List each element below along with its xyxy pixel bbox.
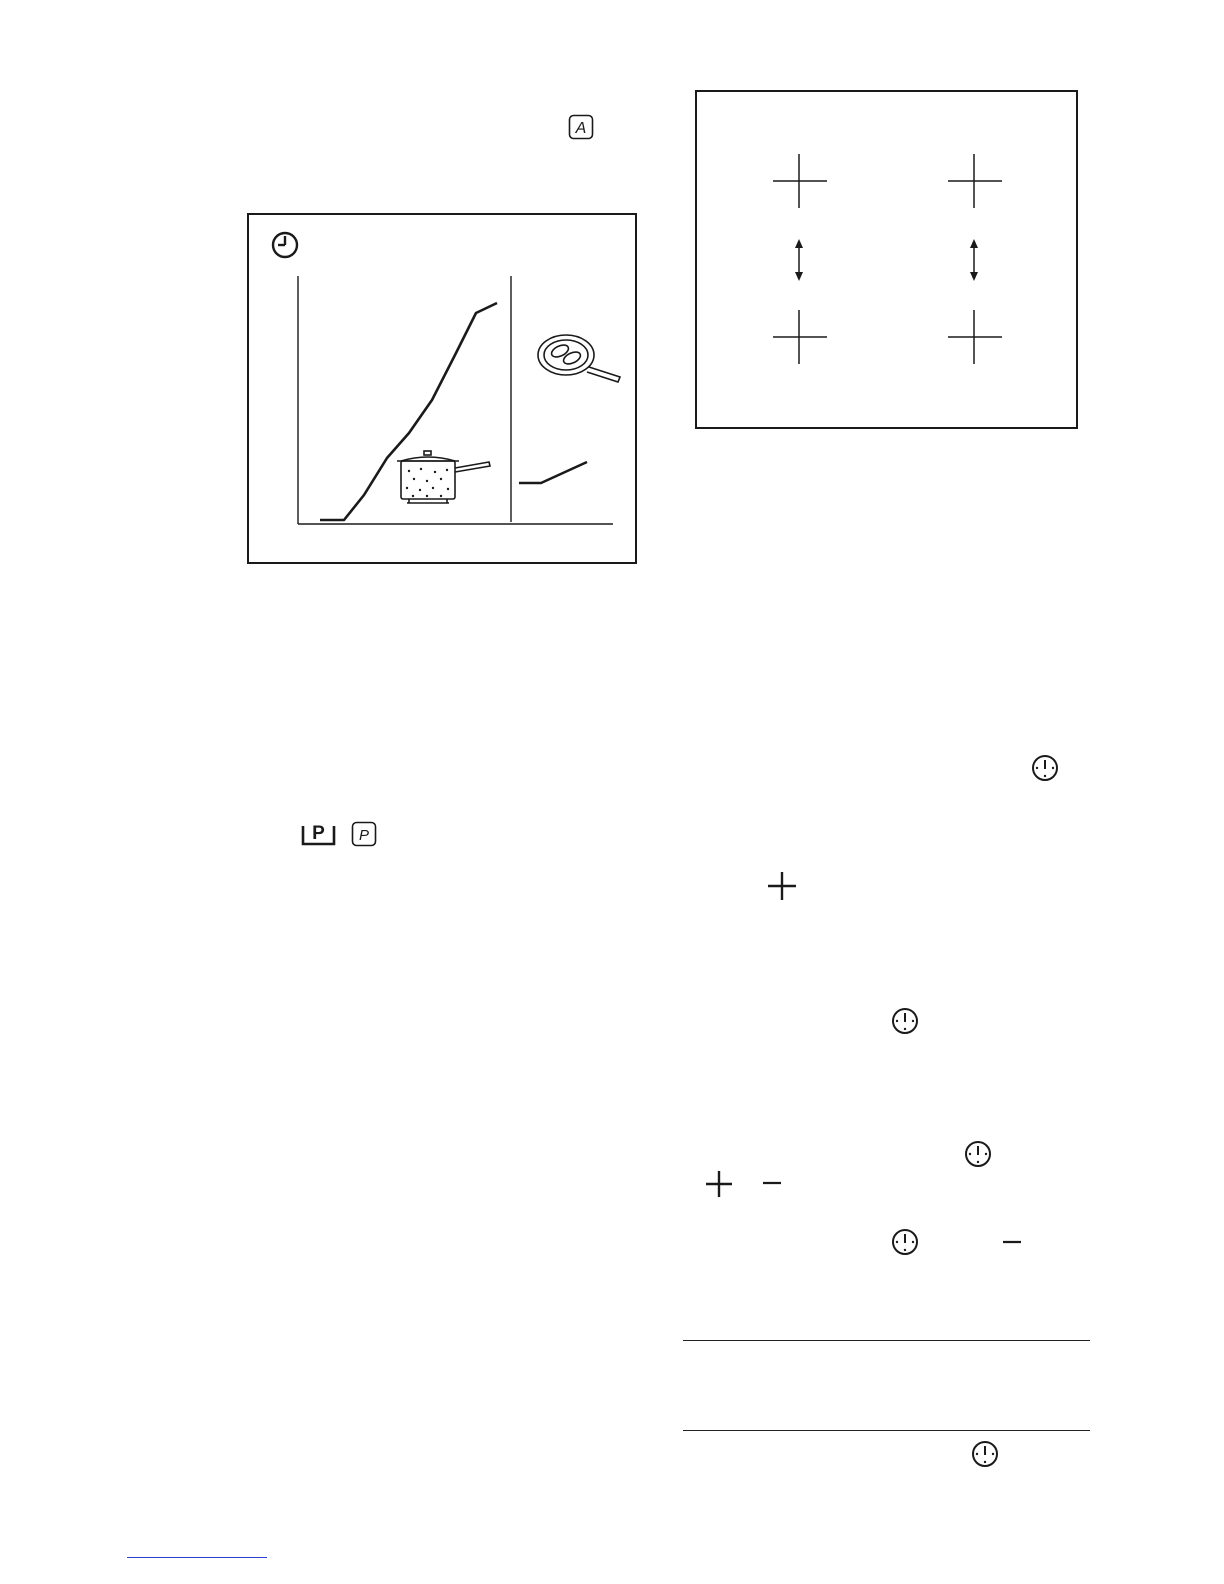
display-p-icon — [351, 821, 377, 847]
timer-icon — [1031, 754, 1059, 782]
minus-icon — [1003, 1240, 1021, 1244]
section-divider — [683, 1430, 1090, 1431]
power-boost-icon — [301, 818, 337, 848]
plus-icon — [948, 154, 1002, 208]
heat-up-graph-figure — [247, 213, 637, 564]
frying-pan-icon — [538, 335, 620, 382]
plus-icon — [948, 310, 1002, 364]
hob-layout-figure — [695, 90, 1078, 429]
plus-icon — [767, 871, 797, 901]
display-a-icon — [568, 114, 594, 140]
svg-text:P: P — [358, 827, 370, 844]
minus-icon — [763, 1181, 781, 1185]
saucepan-icon — [397, 451, 490, 503]
section-divider — [683, 1340, 1090, 1341]
timer-icon — [964, 1140, 992, 1168]
svg-text:A: A — [575, 120, 587, 137]
svg-text:P: P — [312, 823, 325, 844]
plus-icon — [773, 154, 827, 208]
timer-icon — [891, 1007, 919, 1035]
clock-icon — [273, 233, 297, 257]
plus-icon — [773, 310, 827, 364]
plus-icon — [705, 1170, 733, 1198]
timer-icon — [971, 1440, 999, 1468]
holding-curve — [519, 462, 587, 483]
footer-link-underline[interactable] — [127, 1557, 267, 1558]
timer-icon — [891, 1228, 919, 1256]
